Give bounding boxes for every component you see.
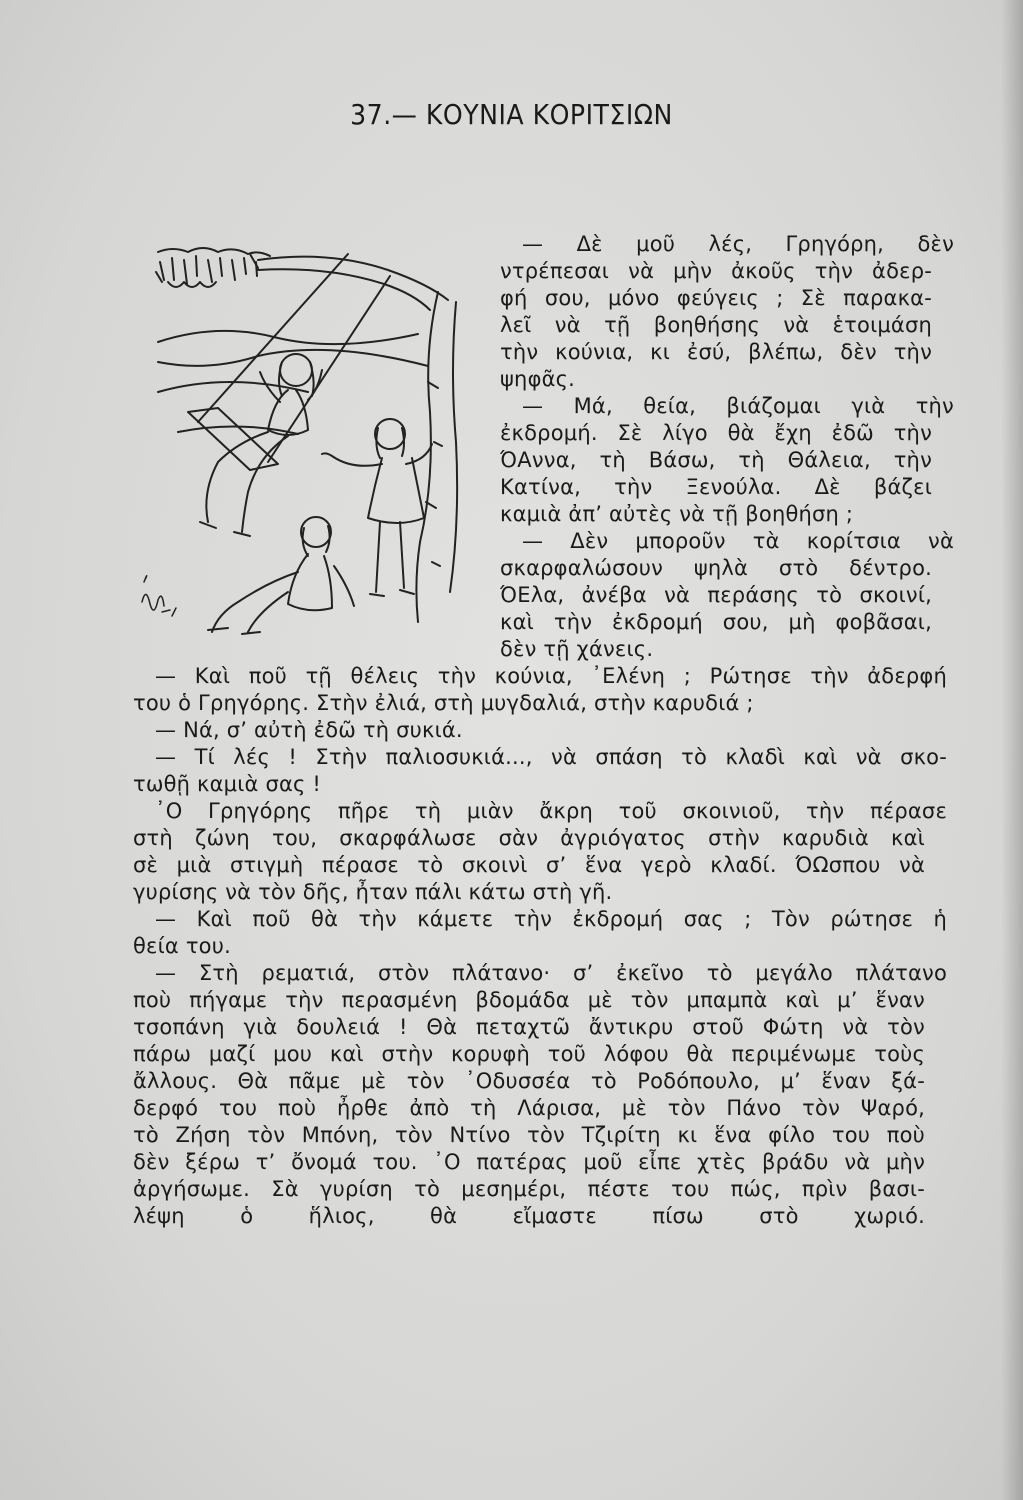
text-line: δὲν τῇ χάνεις. — [500, 637, 654, 661]
text-line: θεία του. — [133, 934, 231, 958]
text-line: — Μά, θεία, βιάζομαι γιὰ τὴν — [522, 394, 954, 418]
text-line: ᾿Ο Γρηγόρης πῆρε τὴ μιὰν ἄκρη τοῦ σκοινιοῦ, τὴν πέρασε — [155, 799, 947, 823]
text-line: ντρέπεσαι νὰ μὴν ἀκοῦς τὴν ἀδερ- — [500, 259, 932, 283]
text-line: τσοπάνη γιὰ δουλειά ! Θὰ πεταχτῶ ἄντικρυ στοῦ Φώτη νὰ τὸν — [133, 1015, 925, 1039]
text-line: τὴν κούνια, κι ἐσύ, βλέπω, δὲν τὴν — [500, 340, 932, 364]
text-line: σὲ μιὰ στιγμὴ πέρασε τὸ σκοινὶ σ’ ἕνα γερὸ κλαδί. ΌΩσπου νὰ — [133, 853, 925, 877]
tree-foliage — [156, 248, 270, 287]
text-line: ἄλλους. Θὰ πᾶμε μὲ τὸν ᾿Οδυσσέα τὸ Ροδόπουλο, μ’ ἕναν ξά- — [133, 1069, 925, 1093]
text-line: — Στὴ ρεματιά, στὸν πλάτανο· σ’ ἐκεῖνο τὸ μεγάλο πλάτανο — [155, 961, 947, 985]
standing-girl — [322, 419, 432, 596]
text-line: — Νά, σ’ αὐτὴ ἐδῶ τὴ συκιά. — [155, 718, 463, 742]
text-line: ἐκδρομή. Σὲ λίγο θὰ ἔχη ἐδῶ τὴν — [500, 421, 932, 445]
text-line: δερφό του ποὺ ἦρθε ἀπὸ τὴ Λάρισα, μὲ τὸν Πάνο τὸν Ψαρό, — [133, 1096, 925, 1120]
text-line: καμιὰ ἀπ’ αὐτὲς νὰ τῇ βοηθήση ; — [500, 502, 854, 526]
text-line: ποὺ πήγαμε τὴν περασμένη βδομάδα μὲ τὸν μπαμπὰ καὶ μ’ ἕναν — [133, 988, 925, 1012]
page-edge-shadow — [1001, 0, 1023, 1500]
text-line: ἀργήσωμε. Σὰ γυρίση τὸ μεσημέρι, πέστε του πώς, πρὶν βασι- — [133, 1177, 925, 1201]
text-line: γυρίσης νὰ τὸν δῆς, ἦταν πάλι κάτω στὴ γῆ. — [133, 880, 613, 904]
text-line: καὶ τὴν ἐκδρομή σου, μὴ φοβᾶσαι, — [500, 610, 932, 634]
text-line: ΌΕλα, ἀνέβα νὰ περάσης τὸ σκοινί, — [500, 583, 932, 607]
text-line: στὴ ζώνη του, σκαρφάλωσε σὰν ἀγριόγατος στὴν καρυδιὰ καὶ — [133, 826, 925, 850]
swing-illustration — [138, 232, 468, 652]
text-line: Κατίνα, τὴν Ξενούλα. Δὲ βάζει — [500, 475, 932, 499]
text-line: λεῖ νὰ τῇ βοηθήσης νὰ ἑτοιμάση — [500, 313, 932, 337]
text-line: τωθῇ καμιὰ σας ! — [133, 772, 322, 796]
text-line: δὲν ξέρω τ’ ὄνομά του. ᾿Ο πατέρας μοῦ εἶπε χτὲς βράδυ νὰ μὴν — [133, 1150, 925, 1174]
text-line: του ὁ Γρηγόρης. Στὴν ἐλιά, στὴ μυγδαλιά, στὴν καρυδιά ; — [133, 691, 754, 715]
text-line: λέψη ὁ ἥλιος, θὰ εἴμαστε πίσω στὸ χωριό. — [133, 1204, 925, 1228]
text-line: ΌΑννα, τὴ Βάσω, τὴ Θάλεια, τὴν — [500, 448, 932, 472]
text-line: — Καὶ ποῦ τῇ θέλεις τὴν κούνια, ᾿Ελένη ; Ρώτησε τὴν ἀδερφή — [155, 664, 947, 688]
text-line: — Δὲ μοῦ λές, Γρηγόρη, δὲν — [522, 232, 954, 256]
text-line: ψηφᾶς. — [500, 367, 576, 391]
text-line: πάρω μαζί μου καὶ στὴν κορυφὴ τοῦ λόφου θὰ περιμένωμε τοὺς — [133, 1042, 925, 1066]
sitting-girl — [208, 517, 354, 634]
text-line: — Τί λές ! Στὴν παλιοσυκιά..., νὰ σπάση τὸ κλαδὶ καὶ νὰ σκο- — [155, 745, 947, 769]
text-line: — Δὲν μποροῦν τὰ κορίτσια νὰ — [522, 529, 954, 553]
chapter-title: 37.— ΚΟΥΝΙΑ ΚΟΡΙΤΣΙΩΝ — [350, 98, 673, 131]
text-line: φή σου, μόνο φεύγεις ; Σὲ παρακα- — [500, 286, 932, 310]
text-line: τὸ Ζήση τὸν Μπόνη, τὸν Ντίνο τὸν Τζιρίτη κι ἕνα φίλο του ποὺ — [133, 1123, 925, 1147]
text-line: σκαρφαλώσουν ψηλὰ στὸ δέντρο. — [500, 556, 932, 580]
text-line: — Καὶ ποῦ θὰ τὴν κάμετε τὴν ἐκδρομή σας ; Τὸν ρώτησε ἡ — [155, 907, 947, 931]
artist-signature — [142, 576, 176, 616]
